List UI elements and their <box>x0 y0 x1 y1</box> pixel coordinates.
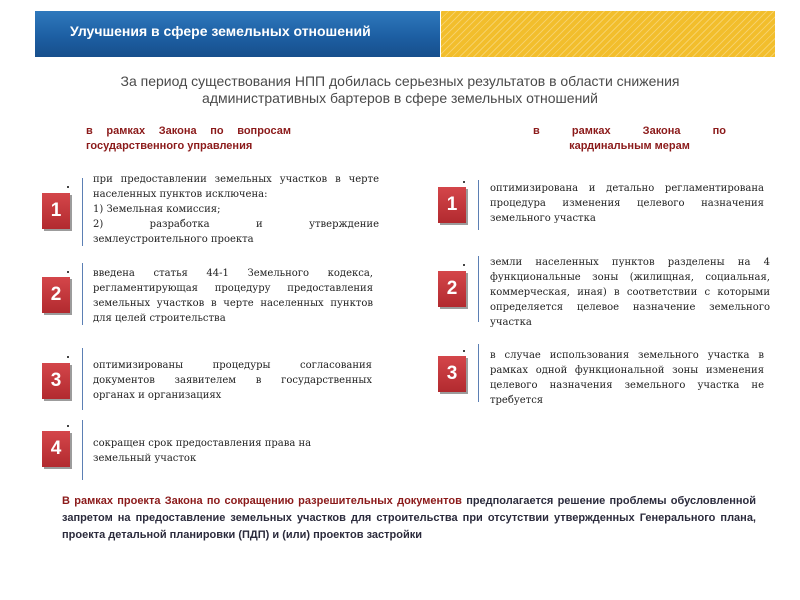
right-item-2-line: коммерческая, иная) в соответствии с которыми <box>490 287 770 298</box>
left-item-3-number-badge: 3 <box>42 363 70 399</box>
bullet-dot <box>67 425 69 427</box>
right-item-2-text <box>490 255 770 330</box>
left-column-heading <box>86 124 291 154</box>
right-item-1-line: земельного участка <box>490 213 596 224</box>
left-item-1-line: землеустроительного проекта <box>93 234 254 245</box>
right-item-2-divider <box>478 256 479 322</box>
left-item-3-divider <box>82 348 83 410</box>
right-item-3-line: требуется <box>490 395 544 406</box>
intro-line-1: За период существования НПП добилась серьезных результатов в области снижения <box>120 73 680 89</box>
right-item-2-line: участка <box>490 317 532 328</box>
bullet-dot <box>463 181 465 183</box>
left-item-1-line: населенных пунктов исключена: <box>93 189 268 200</box>
left-item-3-line: органах и организациях <box>93 390 222 401</box>
left-item-1-line: 1) Земельная комиссия; <box>93 204 221 215</box>
right-item-3-text <box>490 348 764 408</box>
bullet-dot <box>67 186 69 188</box>
bullet-dot <box>463 350 465 352</box>
right-heading-line-1: в рамках Закона по <box>533 125 726 137</box>
right-item-3-line: в случае использования земельного участка в <box>490 350 764 361</box>
right-heading-line-2: кардинальным мерам <box>569 140 690 152</box>
left-item-4-divider <box>82 420 83 480</box>
left-item-2-line: регламентирующая процедуру предоставления <box>93 283 373 294</box>
page-title: Улучшения в сфере земельных отношений <box>70 23 371 39</box>
right-item-3-divider <box>478 344 479 402</box>
left-item-4-line: земельный участок <box>93 453 197 464</box>
right-item-2-line: функциональные зоны (жилищная, социальная, <box>490 272 770 283</box>
left-item-1-text <box>93 172 379 247</box>
left-item-1-line: 2) разработка и утверждение <box>93 219 379 230</box>
left-item-2-line: для целей строительства <box>93 313 226 324</box>
right-item-2-number-badge: 2 <box>438 271 466 307</box>
right-column-heading <box>533 124 726 154</box>
left-item-2-line: введена статья 44-1 Земельного кодекса, <box>93 268 373 279</box>
left-item-4-number-badge: 4 <box>42 431 70 467</box>
right-item-1-number-badge: 1 <box>438 187 466 223</box>
left-item-2-text <box>93 266 373 326</box>
left-item-3-text <box>93 358 372 403</box>
right-item-2-line: определяется целевое назначение земельного <box>490 302 770 313</box>
left-item-2-line: земельных участков в черте населенных пунктов <box>93 298 373 309</box>
right-item-3-number-badge: 3 <box>438 356 466 392</box>
right-item-1-divider <box>478 180 479 230</box>
footer-highlight: В рамках проекта Закона по сокращению разрешительных документов <box>62 495 462 507</box>
bullet-dot <box>67 271 69 273</box>
right-item-1-text <box>490 181 764 226</box>
right-item-2-line: земли населенных пунктов разделены на 4 <box>490 257 770 268</box>
left-item-2-divider <box>82 263 83 325</box>
header-accent-block <box>441 11 775 57</box>
left-item-4-text <box>93 436 333 466</box>
left-item-4-line: сокращен срок предоставления права на <box>93 438 312 449</box>
intro-text <box>60 73 740 107</box>
bullet-dot <box>67 356 69 358</box>
left-heading-line-1: в рамках Закона по вопросам <box>86 125 291 137</box>
footer-paragraph <box>62 493 756 544</box>
right-item-3-line: целевого назначения земельного участка не <box>490 380 764 391</box>
left-heading-line-2: государственного управления <box>86 140 253 152</box>
right-item-1-line: процедура изменения целевого назначения <box>490 198 764 209</box>
left-item-1-line: при предоставлении земельных участков в черте <box>93 174 379 185</box>
right-item-3-line: рамках одной функциональной зоны изменения <box>490 365 764 376</box>
left-item-3-line: оптимизированы процедуры согласования <box>93 360 372 371</box>
right-item-1-line: оптимизирована и детально регламентирована <box>490 183 764 194</box>
intro-line-2: административных бартеров в сфере земельных отношений <box>202 90 598 106</box>
left-item-1-divider <box>82 178 83 246</box>
bullet-dot <box>463 264 465 266</box>
left-item-1-number-badge: 1 <box>42 193 70 229</box>
left-item-3-line: документов заявителем в государственных <box>93 375 372 386</box>
footer-body: предполагается решение проблемы обусловленной запретом на предоставление земельных участков для строительства при отсутствии утвержденных Генерального плана, проекта детальной планировки (ПДП) и (или) проектов застройки <box>62 495 757 541</box>
left-item-2-number-badge: 2 <box>42 277 70 313</box>
